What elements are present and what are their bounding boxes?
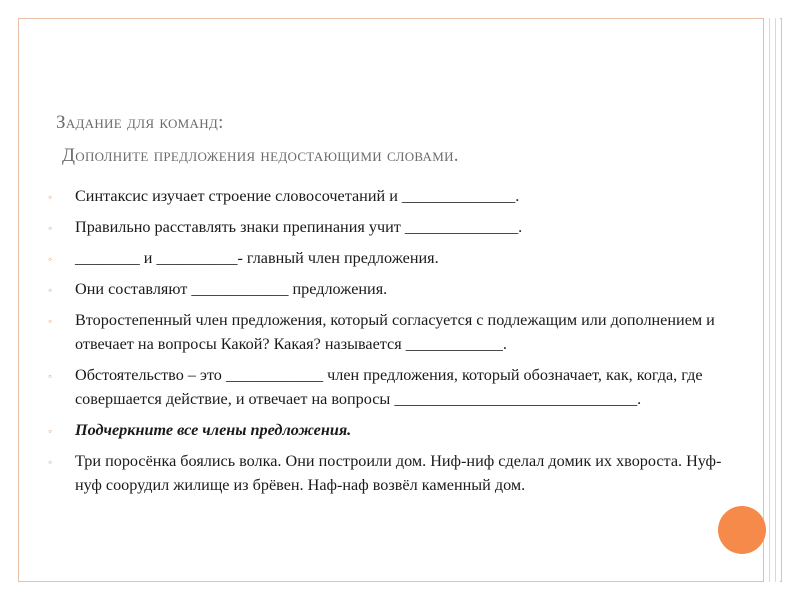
slide-subtitle: Дополните предложения недостающими словами. [62, 145, 459, 166]
list-item-text: ________ и __________- главный член предложения. [75, 249, 439, 267]
list-item-emphasized [48, 418, 748, 442]
bullet-icon: ◦ [48, 283, 53, 297]
bullet-icon: ◦ [48, 221, 53, 235]
bullet-icon: ◦ [48, 252, 53, 266]
list-item-text: Обстоятельство – это ____________ член предложения, который обозначает, как, когда, где совершается действие, и отвечает на вопросы ______________________________. [75, 366, 703, 408]
list-item-text: Три поросёнка боялись волка. Они построили дом. Ниф-ниф сделал домик их хвороста. Нуф-нуф соорудил жилище из брёвен. Наф-наф возвёл каменный дом. [75, 452, 722, 494]
decorative-circle [718, 506, 766, 554]
list-item-text: Они составляют ____________ предложения. [75, 280, 388, 298]
slide-title: Задание для команд: [56, 112, 224, 133]
bullet-icon: ◦ [48, 455, 53, 469]
bullet-icon: ◦ [48, 369, 53, 383]
slide-right-band [763, 18, 780, 582]
list-item-text: Подчеркните все члены предложения. [75, 421, 352, 439]
bullet-icon: ◦ [48, 190, 53, 204]
list-item [48, 246, 748, 270]
list-item-text: Правильно расставлять знаки препинания учит ______________. [75, 218, 523, 236]
list-item [48, 363, 748, 411]
bullet-icon: ◦ [48, 314, 53, 328]
list-item [48, 449, 748, 497]
list-item [48, 308, 748, 356]
list-item [48, 277, 748, 301]
bullet-list [48, 184, 748, 504]
bullet-icon: ◦ [48, 424, 53, 438]
list-item-text: Второстепенный член предложения, который согласуется с подлежащим или дополнением и отвечает на вопросы Какой? Какая? называется ____________. [75, 311, 715, 353]
list-item-text: Синтаксис изучает строение словосочетаний и ______________. [75, 187, 520, 205]
list-item [48, 215, 748, 239]
list-item [48, 184, 748, 208]
slide [4, 4, 796, 596]
